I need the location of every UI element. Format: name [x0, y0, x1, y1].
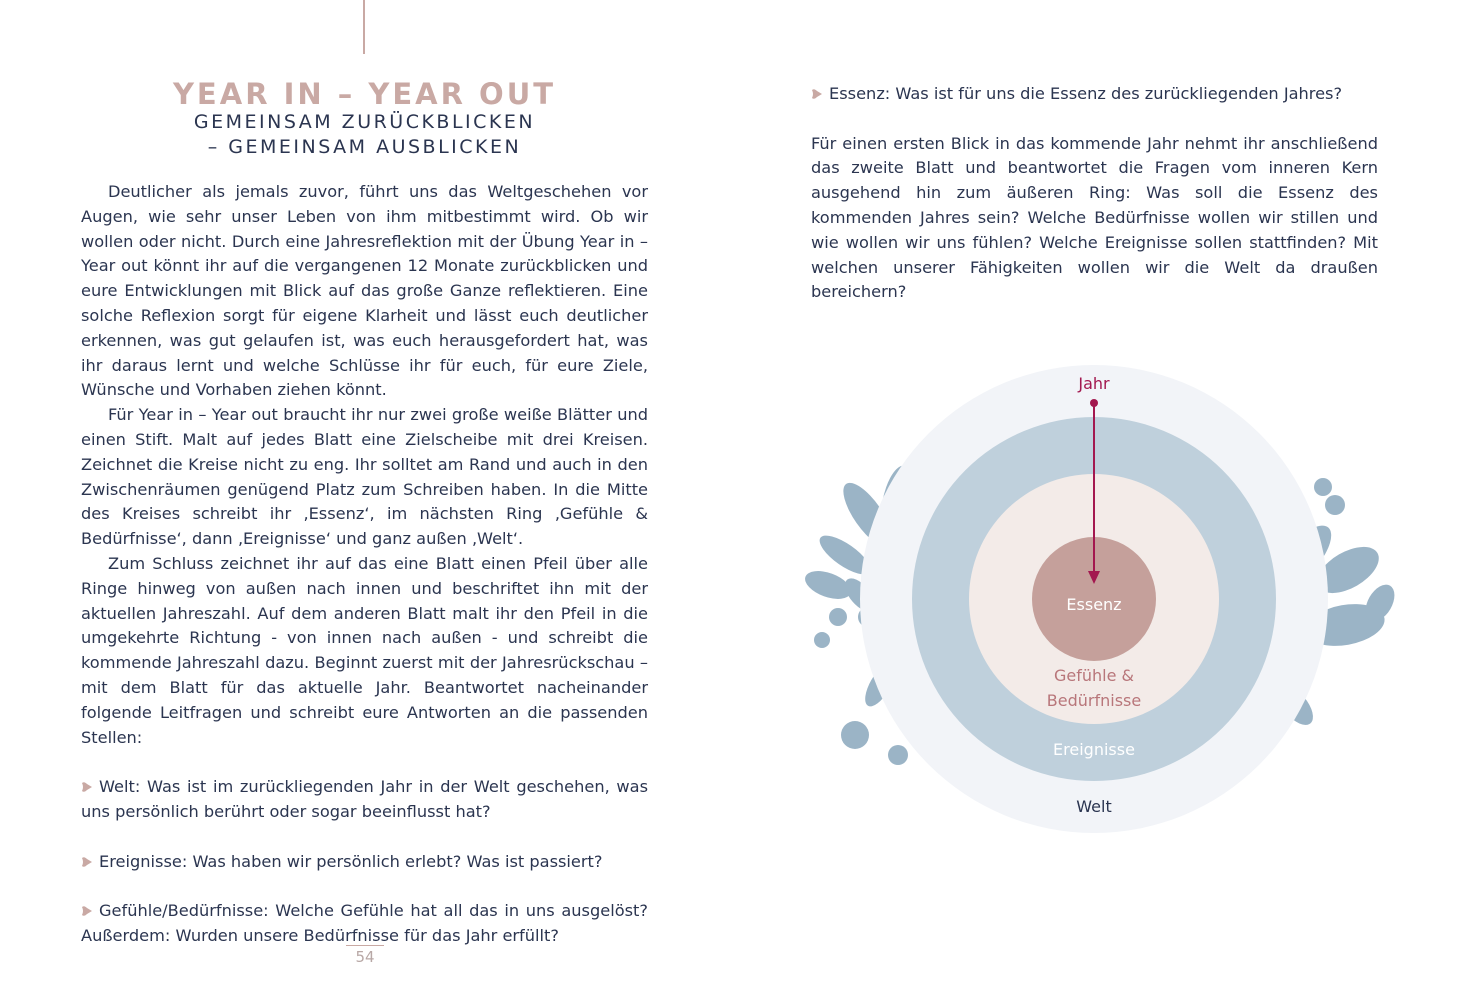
- heart-bullet-icon: [81, 856, 93, 868]
- heart-bullet-icon: [81, 781, 93, 793]
- paragraph-outlook: Für einen ersten Blick in das kommende Jahr nehmt ihr anschließend das zweite Blatt und beantwortet die Fragen vom inneren Kern ausgehend hin zum äußeren Ring: Was soll die Essenz des kommenden Jahres sein? Welche Bedürfnisse wollen wir stillen und wie wollen wir uns fühlen? Welche Ereignisse sollen stattfinden? Mit welchen unserer Fähigkeiten wollen wir die Welt da draußen bereichern?: [811, 133, 1378, 302]
- bullet-essenz: [811, 82, 1378, 107]
- arrow-start-dot: [1090, 399, 1098, 407]
- bullet-text: Essenz: Was ist für uns die Essenz des zurückliegenden Jahres?: [829, 84, 1343, 103]
- paragraph-arrow: Zum Schluss zeichnet ihr auf das eine Blatt einen Pfeil über alle Ringe hinweg von außen nach innen und beschriftet ihn mit der aktuellen Jahreszahl. Auf dem anderen Blatt malt ihr den Pfeil in die umgekehrte Richtung - von innen nach außen - und schreibt die kommende Jahreszahl dazu. Beginnt zuerst mit der Jahresrückschau – mit dem Blatt für das aktuelle Jahr. Beantwortet nacheinander folgende Leitfragen und schreibt eure Antworten an die passenden Stellen:: [81, 553, 648, 747]
- target-diagram: [800, 355, 1400, 835]
- label-welt: Welt: [1076, 797, 1112, 816]
- bullet-text: Ereignisse: Was haben wir persönlich erlebt? Was ist passiert?: [99, 851, 603, 871]
- page-title: YEAR IN – YEAR OUT: [172, 77, 557, 111]
- label-beduerfnisse: Bedürfnisse: [1046, 691, 1142, 710]
- bullet-ereignisse: [81, 850, 648, 875]
- right-column: [811, 82, 1378, 305]
- subtitle-line-1: GEMEINSAM ZURÜCKBLICKEN: [193, 111, 536, 133]
- subtitle-line-2: – GEMEINSAM AUSBLICKEN: [207, 136, 522, 158]
- paragraph-intro: Deutlicher als jemals zuvor, führt uns das Weltgeschehen vor Augen, wie sehr unser Leben von ihm mitbestimmt wird. Ob wir wollen oder nicht. Durch eine Jahresreflektion mit der Übung Year in – Year out könnt ihr auf die vergangenen 12 Monate zurückblicken und eure Entwicklungen mit Blick auf das große Ganze reflektieren. Eine solche Reflexion sorgt für eigene Klarheit und lässt euch deutlicher erkennen, was gut gelaufen ist, was euch herausgefordert hat, was ihr daraus lernt und welche Schlüsse ihr für euch, für eure Ziele, Wünsche und Vorhaben ziehen könnt.: [81, 182, 648, 400]
- page-number: 54: [355, 948, 375, 966]
- left-column: [81, 180, 648, 949]
- top-divider-line: [363, 0, 365, 54]
- bullet-gefuehle: [81, 899, 648, 949]
- page-number-rule: [346, 945, 384, 946]
- paragraph-materials: Für Year in – Year out braucht ihr nur zwei große weiße Blätter und einen Stift. Malt auf jedes Blatt eine Zielscheibe mit drei Kreisen. Zeichnet die Kreise nicht zu eng. Ihr solltet am Rand und auch in den Zwischenräumen genügend Platz zum Schreiben haben. In die Mitte des Kreises schreibt ihr ‚Essenz‘, im nächsten Ring ‚Gefühle & Bedürfnisse‘, dann ‚Ereignisse‘ und ganz außen ‚Welt‘.: [81, 405, 648, 549]
- heart-bullet-icon: [81, 905, 93, 917]
- heart-bullet-icon: [811, 88, 823, 100]
- bullet-text: Gefühle/Bedürfnisse: Welche Gefühle hat all das in uns ausgelöst? Außerdem: Wurden unsere Bedürfnisse für das Jahr erfüllt?: [81, 901, 648, 945]
- label-gefuehle: Gefühle &: [1053, 666, 1135, 685]
- label-essenz: Essenz: [1066, 595, 1122, 614]
- heading-block: [81, 78, 648, 160]
- label-ereignisse: Ereignisse: [1053, 740, 1135, 759]
- label-jahr: Jahr: [1078, 374, 1110, 393]
- bullet-text: Welt: Was ist im zurückliegenden Jahr in der Welt geschehen, was uns persönlich berührt oder sogar beeinflusst hat?: [81, 777, 648, 821]
- bullet-welt: [81, 775, 648, 825]
